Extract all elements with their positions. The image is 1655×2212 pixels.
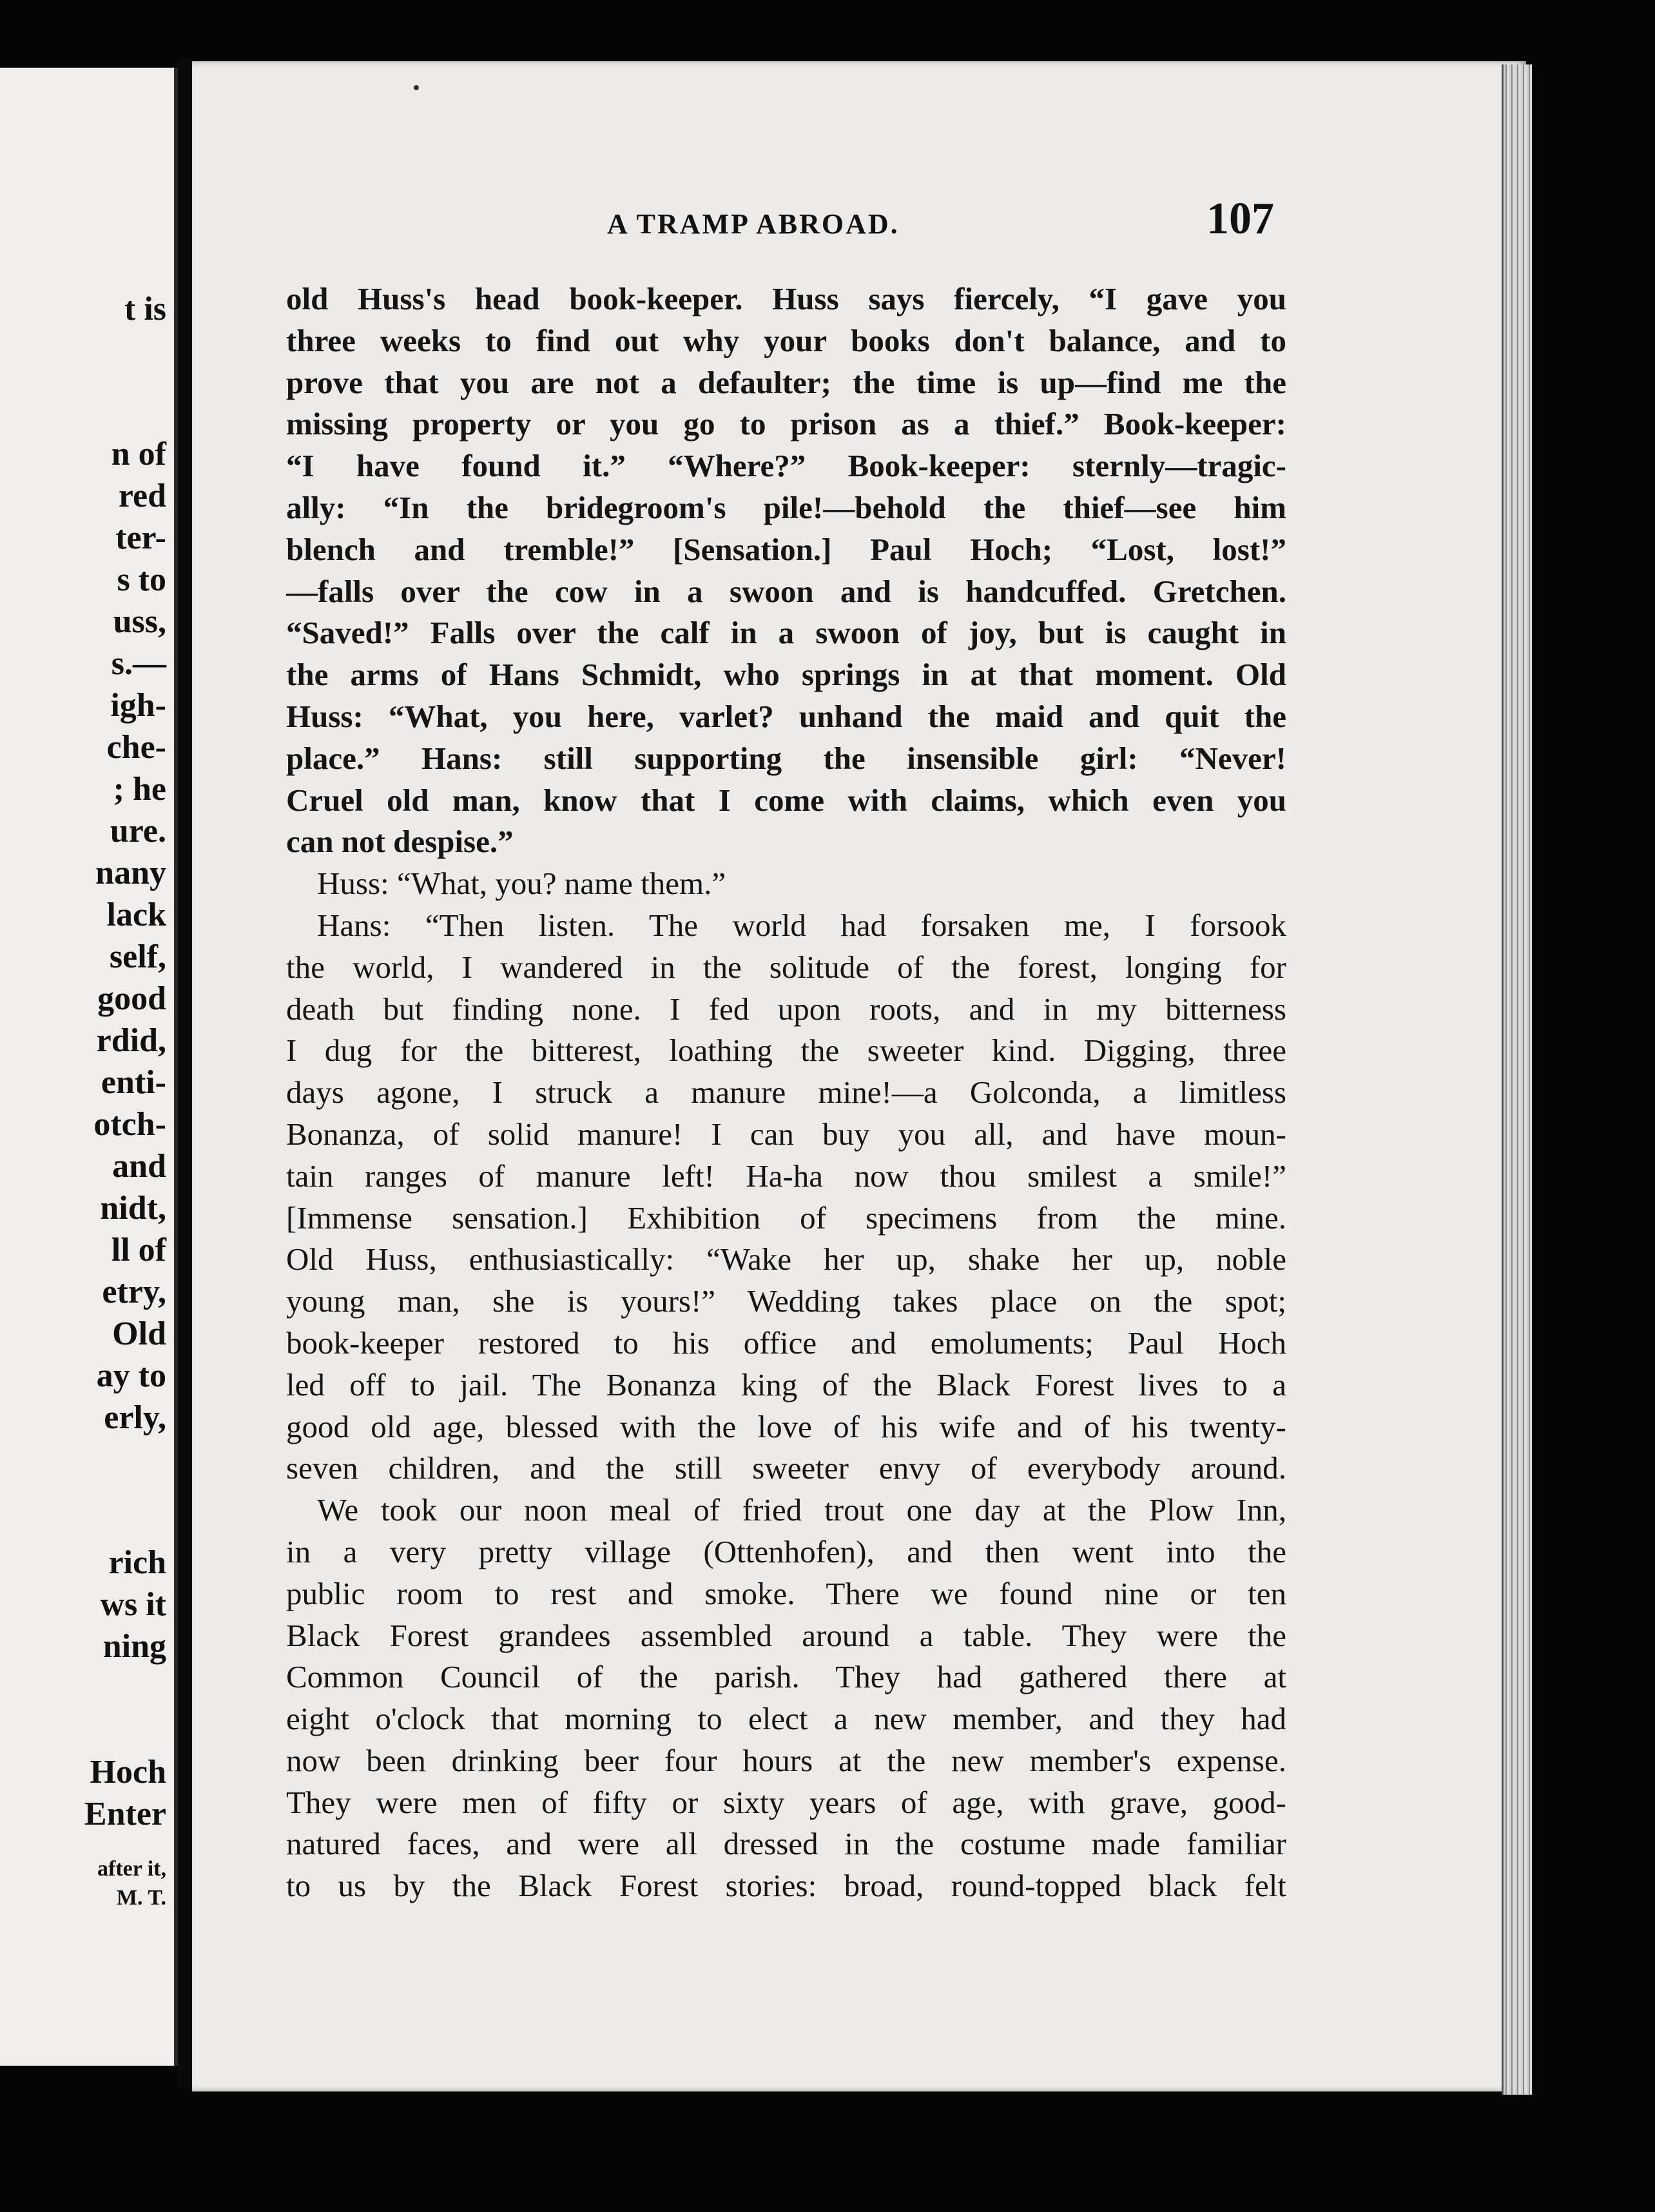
left-page-fragment: Enter <box>84 1796 166 1832</box>
text-line: [Immense sensation.] Exhibition of specimens from the mine. <box>286 1199 1286 1236</box>
text-line: young man, she is yours!” Wedding takes place on the spot; <box>286 1283 1286 1319</box>
text-line: “Saved!” Falls over the calf in a swoon of joy, but is caught in <box>286 615 1286 651</box>
left-page-fragment: Hoch <box>90 1754 166 1790</box>
left-page-fragment: Old <box>112 1315 166 1352</box>
text-line: seven children, and the still sweeter envy of everybody around. <box>286 1450 1286 1486</box>
text-line: “I have found it.” “Where?” Book-keeper: sternly—tragic- <box>286 448 1286 484</box>
left-page-fragment: t is <box>124 291 166 327</box>
left-page-fragment: enti- <box>101 1064 166 1101</box>
text-line: Common Council of the parish. They had gathered there at <box>286 1659 1286 1695</box>
text-line: eight o'clock that morning to elect a new member, and they had <box>286 1701 1286 1737</box>
text-line: days agone, I struck a manure mine!—a Golconda, a limitless <box>286 1074 1286 1111</box>
text-line: Black Forest grandees assembled around a table. They were the <box>286 1617 1286 1653</box>
text-line: Hans: “Then listen. The world had forsaken me, I forsook <box>317 907 1286 943</box>
left-page-fragment: ter- <box>115 519 166 556</box>
running-head: A TRAMP ABROAD. <box>607 208 900 240</box>
text-line: can not despise.” <box>286 824 514 860</box>
text-line: the world, I wandered in the solitude of the forest, longing for <box>286 949 1286 985</box>
text-line: three weeks to find out why your books don't balance, and to <box>286 322 1286 358</box>
book-gutter <box>178 58 192 2088</box>
ink-speck <box>414 85 419 90</box>
left-page-fragment: rich <box>108 1544 166 1581</box>
text-line: ally: “In the bridegroom's pile!—behold the thief—see him <box>286 489 1286 525</box>
text-line: death but finding none. I fed upon roots, and in my bitterness <box>286 991 1286 1027</box>
page-edge <box>1502 64 1532 2095</box>
text-line: I dug for the bitterest, loathing the sweeter kind. Digging, three <box>286 1033 1286 1069</box>
left-page-fragment: uss, <box>113 603 166 640</box>
text-line: Cruel old man, know that I come with claims, which even you <box>286 782 1286 818</box>
text-line: Huss: “What, you here, varlet? unhand the maid and quit the <box>286 698 1286 734</box>
text-line: led off to jail. The Bonanza king of the Black Forest lives to a <box>286 1366 1286 1402</box>
left-page-fragment: igh- <box>110 687 166 724</box>
left-page-fragment: after it, <box>97 1857 166 1881</box>
left-page-fragment: ws it <box>100 1586 166 1623</box>
body-text <box>286 278 1286 1907</box>
text-line: —falls over the cow in a swoon and is handcuffed. Gretchen. <box>286 573 1286 609</box>
page-number: 107 <box>1206 194 1274 244</box>
text-line: Huss: “What, you? name them.” <box>317 866 726 902</box>
left-page-fragment: ay to <box>96 1357 166 1394</box>
text-line: tain ranges of manure left! Ha-ha now thou smilest a smile!” <box>286 1158 1286 1194</box>
text-line: blench and tremble!” [Sensation.] Paul Hoch; “Lost, lost!” <box>286 531 1286 567</box>
left-page-fragment: s to <box>117 561 166 598</box>
left-page-fragment: che- <box>106 729 166 766</box>
text-line: natured faces, and were all dressed in the costume made familiar <box>286 1826 1286 1862</box>
left-page-fragment: and <box>112 1148 166 1185</box>
text-line: old Huss's head book-keeper. Huss says fiercely, “I gave you <box>286 281 1286 316</box>
left-page-fragment: nany <box>95 855 166 891</box>
text-line: Old Huss, enthusiastically: “Wake her up, shake her up, noble <box>286 1241 1286 1277</box>
text-line: place.” Hans: still supporting the insensible girl: “Never! <box>286 740 1286 776</box>
text-line: prove that you are not a defaulter; the time is up—find me the <box>286 364 1286 400</box>
text-line: the arms of Hans Schmidt, who springs in at that moment. Old <box>286 657 1286 693</box>
left-page-fragment: ure. <box>110 813 166 849</box>
text-line: good old age, blessed with the love of his wife and of his twenty- <box>286 1408 1286 1444</box>
text-line: public room to rest and smoke. There we found nine or ten <box>286 1575 1286 1611</box>
text-line: They were men of fifty or sixty years of age, with grave, good- <box>286 1784 1286 1820</box>
left-page-fragment: otch- <box>93 1106 166 1143</box>
left-page-fragment: erly, <box>104 1399 166 1436</box>
left-page <box>0 68 178 2066</box>
left-page-fragment: good <box>97 980 166 1017</box>
left-page-fragment: lack <box>106 897 166 933</box>
text-line: to us by the Black Forest stories: broad, round-topped black felt <box>286 1868 1286 1904</box>
text-line: book-keeper restored to his office and emoluments; Paul Hoch <box>286 1324 1286 1361</box>
left-page-fragment: ll of <box>111 1232 166 1268</box>
text-line: We took our noon meal of fried trout one day at the Plow Inn, <box>317 1492 1286 1528</box>
left-page-fragment: rdid, <box>96 1022 166 1059</box>
left-page-fragment: s.— <box>111 645 166 682</box>
text-line: missing property or you go to prison as a thief.” Book-keeper: <box>286 406 1286 442</box>
text-line: in a very pretty village (Ottenhofen), and then went into the <box>286 1533 1286 1569</box>
left-page-fragment: etry, <box>102 1274 166 1310</box>
left-page-fragment: red <box>118 478 166 514</box>
left-page-fragment: self, <box>109 938 166 975</box>
left-page-fragment: nidt, <box>100 1190 166 1227</box>
left-page-fragment: n of <box>111 436 166 472</box>
text-line: now been drinking beer four hours at the new member's expense. <box>286 1742 1286 1778</box>
left-page-fragment: M. T. <box>116 1886 166 1910</box>
text-line: Bonanza, of solid manure! I can buy you all, and have moun- <box>286 1116 1286 1152</box>
left-page-fragment: ning <box>102 1628 166 1665</box>
left-page-fragment: ; he <box>113 771 166 808</box>
